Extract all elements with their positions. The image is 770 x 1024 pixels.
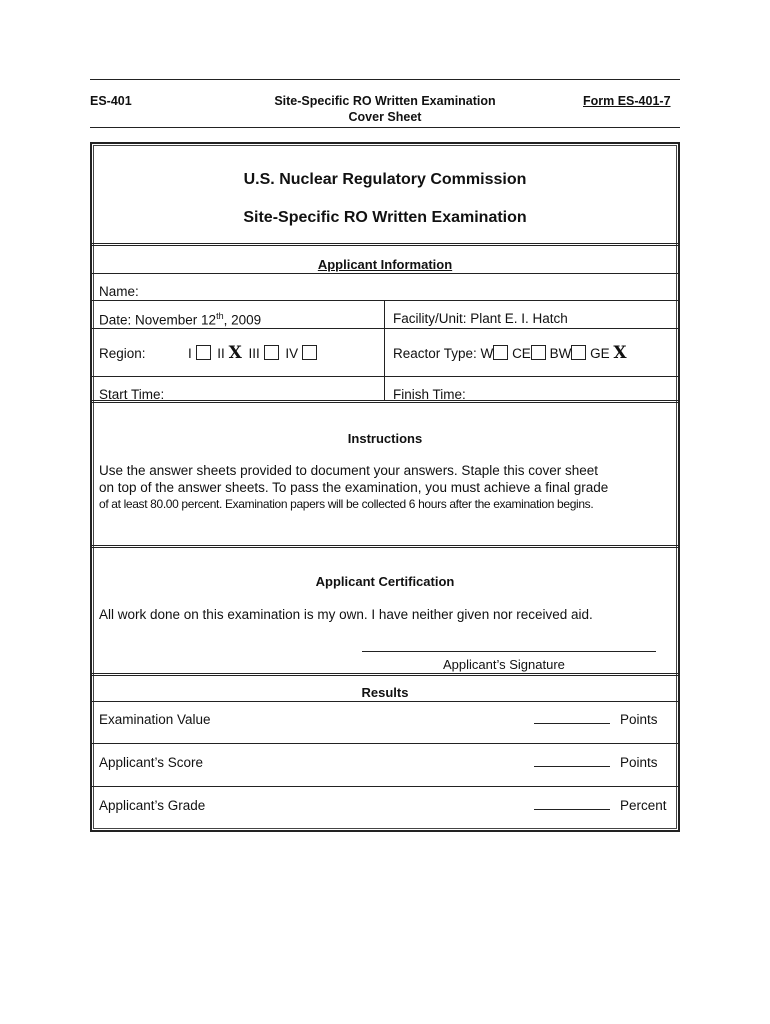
result-label-applicant-score: Applicant’s Score: [99, 755, 204, 770]
start-time-label: Start Time:: [99, 387, 165, 402]
instructions-line-1: Use the answer sheets provided to document your answers. Staple this cover sheet: [99, 463, 599, 478]
reactor-type-label: Reactor Type: W: [393, 346, 494, 361]
signature-label: Applicant’s Signature: [443, 657, 565, 672]
region-option-ii: II: [217, 346, 225, 361]
row-divider: [91, 328, 679, 329]
section-divider: [91, 243, 679, 246]
applicant-grade-blank[interactable]: [534, 797, 610, 810]
signature-line[interactable]: [362, 651, 656, 652]
page-title: U.S. Nuclear Regulatory Commission: [243, 171, 527, 188]
row-divider: [91, 376, 679, 377]
row-divider: [91, 300, 679, 301]
header-top-rule: [90, 79, 680, 80]
section-divider: [91, 545, 679, 548]
reactor-w-checkbox[interactable]: [493, 345, 508, 360]
results-heading: Results: [361, 685, 409, 700]
region-option-iv: IV: [285, 346, 299, 361]
header-bottom-rule: [90, 127, 680, 128]
result-field-applicant-score: [534, 754, 658, 770]
instructions-line-3: of at least 80.00 percent. Examination papers will be collected 6 hours after the examination begins.: [99, 497, 594, 511]
row-divider: [91, 273, 679, 274]
result-unit: Points: [620, 712, 658, 727]
section-divider: [91, 673, 679, 676]
instructions-line-2: on top of the answer sheets. To pass the examination, you must achieve a final grade: [99, 480, 609, 495]
row-divider: [91, 701, 679, 702]
reactor-option-bw: BW: [549, 346, 572, 361]
result-field-examination-value: [534, 711, 658, 727]
reactor-bw-checkbox[interactable]: [571, 345, 586, 360]
header-title: Site-Specific RO Written Examination: [274, 94, 496, 108]
reactor-ce-checkbox[interactable]: [531, 345, 546, 360]
page-subtitle: Site-Specific RO Written Examination: [243, 209, 527, 226]
facility-unit: Facility/Unit: Plant E. I. Hatch: [393, 311, 568, 326]
reactor-option-ce: CE: [512, 346, 531, 361]
region-iii-checkbox[interactable]: [264, 345, 279, 360]
region-ii-checked-mark[interactable]: X: [228, 343, 242, 363]
region-iv-checkbox[interactable]: [302, 345, 317, 360]
header-subtitle: Cover Sheet: [348, 110, 422, 124]
reactor-ge-checked-mark[interactable]: X: [613, 343, 627, 363]
column-divider: [384, 300, 385, 401]
finish-time-label: Finish Time:: [393, 387, 466, 402]
certification-statement: All work done on this examination is my own. I have neither given nor received aid.: [99, 607, 593, 622]
row-divider: [91, 786, 679, 787]
region-selector: [188, 343, 317, 363]
result-label-applicant-grade: Applicant’s Grade: [99, 798, 206, 813]
applicant-score-blank[interactable]: [534, 754, 610, 767]
date-field: Date: November 12th, 2009: [99, 311, 262, 328]
examination-value-blank[interactable]: [534, 711, 610, 724]
name-label: Name:: [99, 284, 139, 299]
result-label-examination-value: Examination Value: [99, 712, 211, 727]
result-unit: Percent: [620, 798, 667, 813]
region-option-iii: III: [248, 346, 260, 361]
certification-heading: Applicant Certification: [315, 574, 455, 589]
region-i-checkbox[interactable]: [196, 345, 211, 360]
reactor-type-selector: [393, 343, 627, 363]
region-option-i: I: [188, 346, 192, 361]
row-divider: [91, 743, 679, 744]
applicant-info-heading: Applicant Information: [317, 257, 453, 272]
result-unit: Points: [620, 755, 658, 770]
reactor-option-ge: GE: [590, 346, 610, 361]
form-number-right: Form ES-401-7: [583, 94, 671, 108]
result-field-applicant-grade: [534, 797, 667, 813]
region-label: Region:: [99, 346, 146, 361]
form-code-left: ES-401: [90, 94, 132, 108]
section-divider: [91, 400, 679, 403]
instructions-heading: Instructions: [347, 431, 423, 446]
